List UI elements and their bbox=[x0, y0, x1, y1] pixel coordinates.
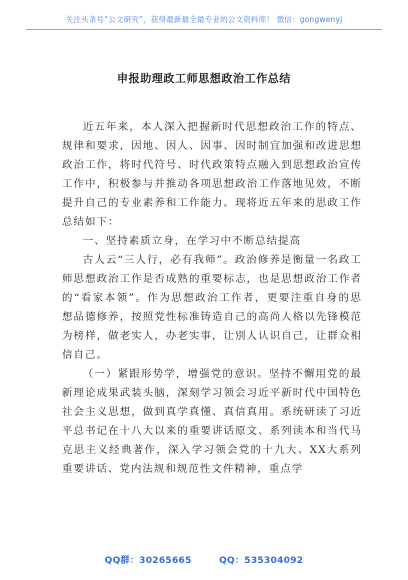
body-paragraph: （一）紧跟形势学，增强党的意识。坚持不懈用党的最新理论成果武装头脑，深刻学习领会习近平新时代中国特色社会主义思想，做到真学真懂、真信真用。系统研读了习近平总书记在十八大以来的重要讲话原文、系列读本和当代马克思主义经典著作，深入学习领会党的十九大、XX大系列重要讲话、党内法规和规范性文件精神，重点学 bbox=[62, 368, 362, 475]
footer-contact bbox=[0, 553, 408, 566]
intro-paragraph: 近五年来，本人深入把握新时代思想政治工作的特点、规律和要求，因地、因人、因事、因时制宜加强和改进思想政治工作，将时代符号、时代政策特点融入到思想政治宣传工作中，积极参与并推动各项思想政治工作落地见效，不断提升自己的专业素养和工作能力。现将近五年来的思政工作总结如下： bbox=[62, 121, 362, 228]
section-heading: 一、坚持素质立身，在学习中不断总结提高 bbox=[82, 235, 302, 247]
document-body bbox=[62, 118, 362, 479]
header-notice: 关注头条号“公文研究”，获得最新最全最专业的公文资料库！ 微信：gongwenyj bbox=[65, 15, 343, 24]
footer-qq-group: QQ群：30265665 bbox=[104, 556, 192, 566]
document-title: 申报助理政工师思想政治工作总结 bbox=[117, 72, 291, 85]
header-divider bbox=[26, 29, 382, 30]
footer-qq: QQ：535304092 bbox=[219, 556, 304, 566]
body-paragraph: 古人云“三人行，必有我师”。政治修养是衡量一名政工师思想政治工作是否成熟的重要标志，也是思想政治工作者的“看家本领”。作为思想政治工作者，更要注重自身的思想品德修养，按照党性标准铸造自己的高尚人格以先锋模范为榜样，做老实人，办老实事，让別人认识自己，让群众相信自己。 bbox=[62, 254, 362, 361]
